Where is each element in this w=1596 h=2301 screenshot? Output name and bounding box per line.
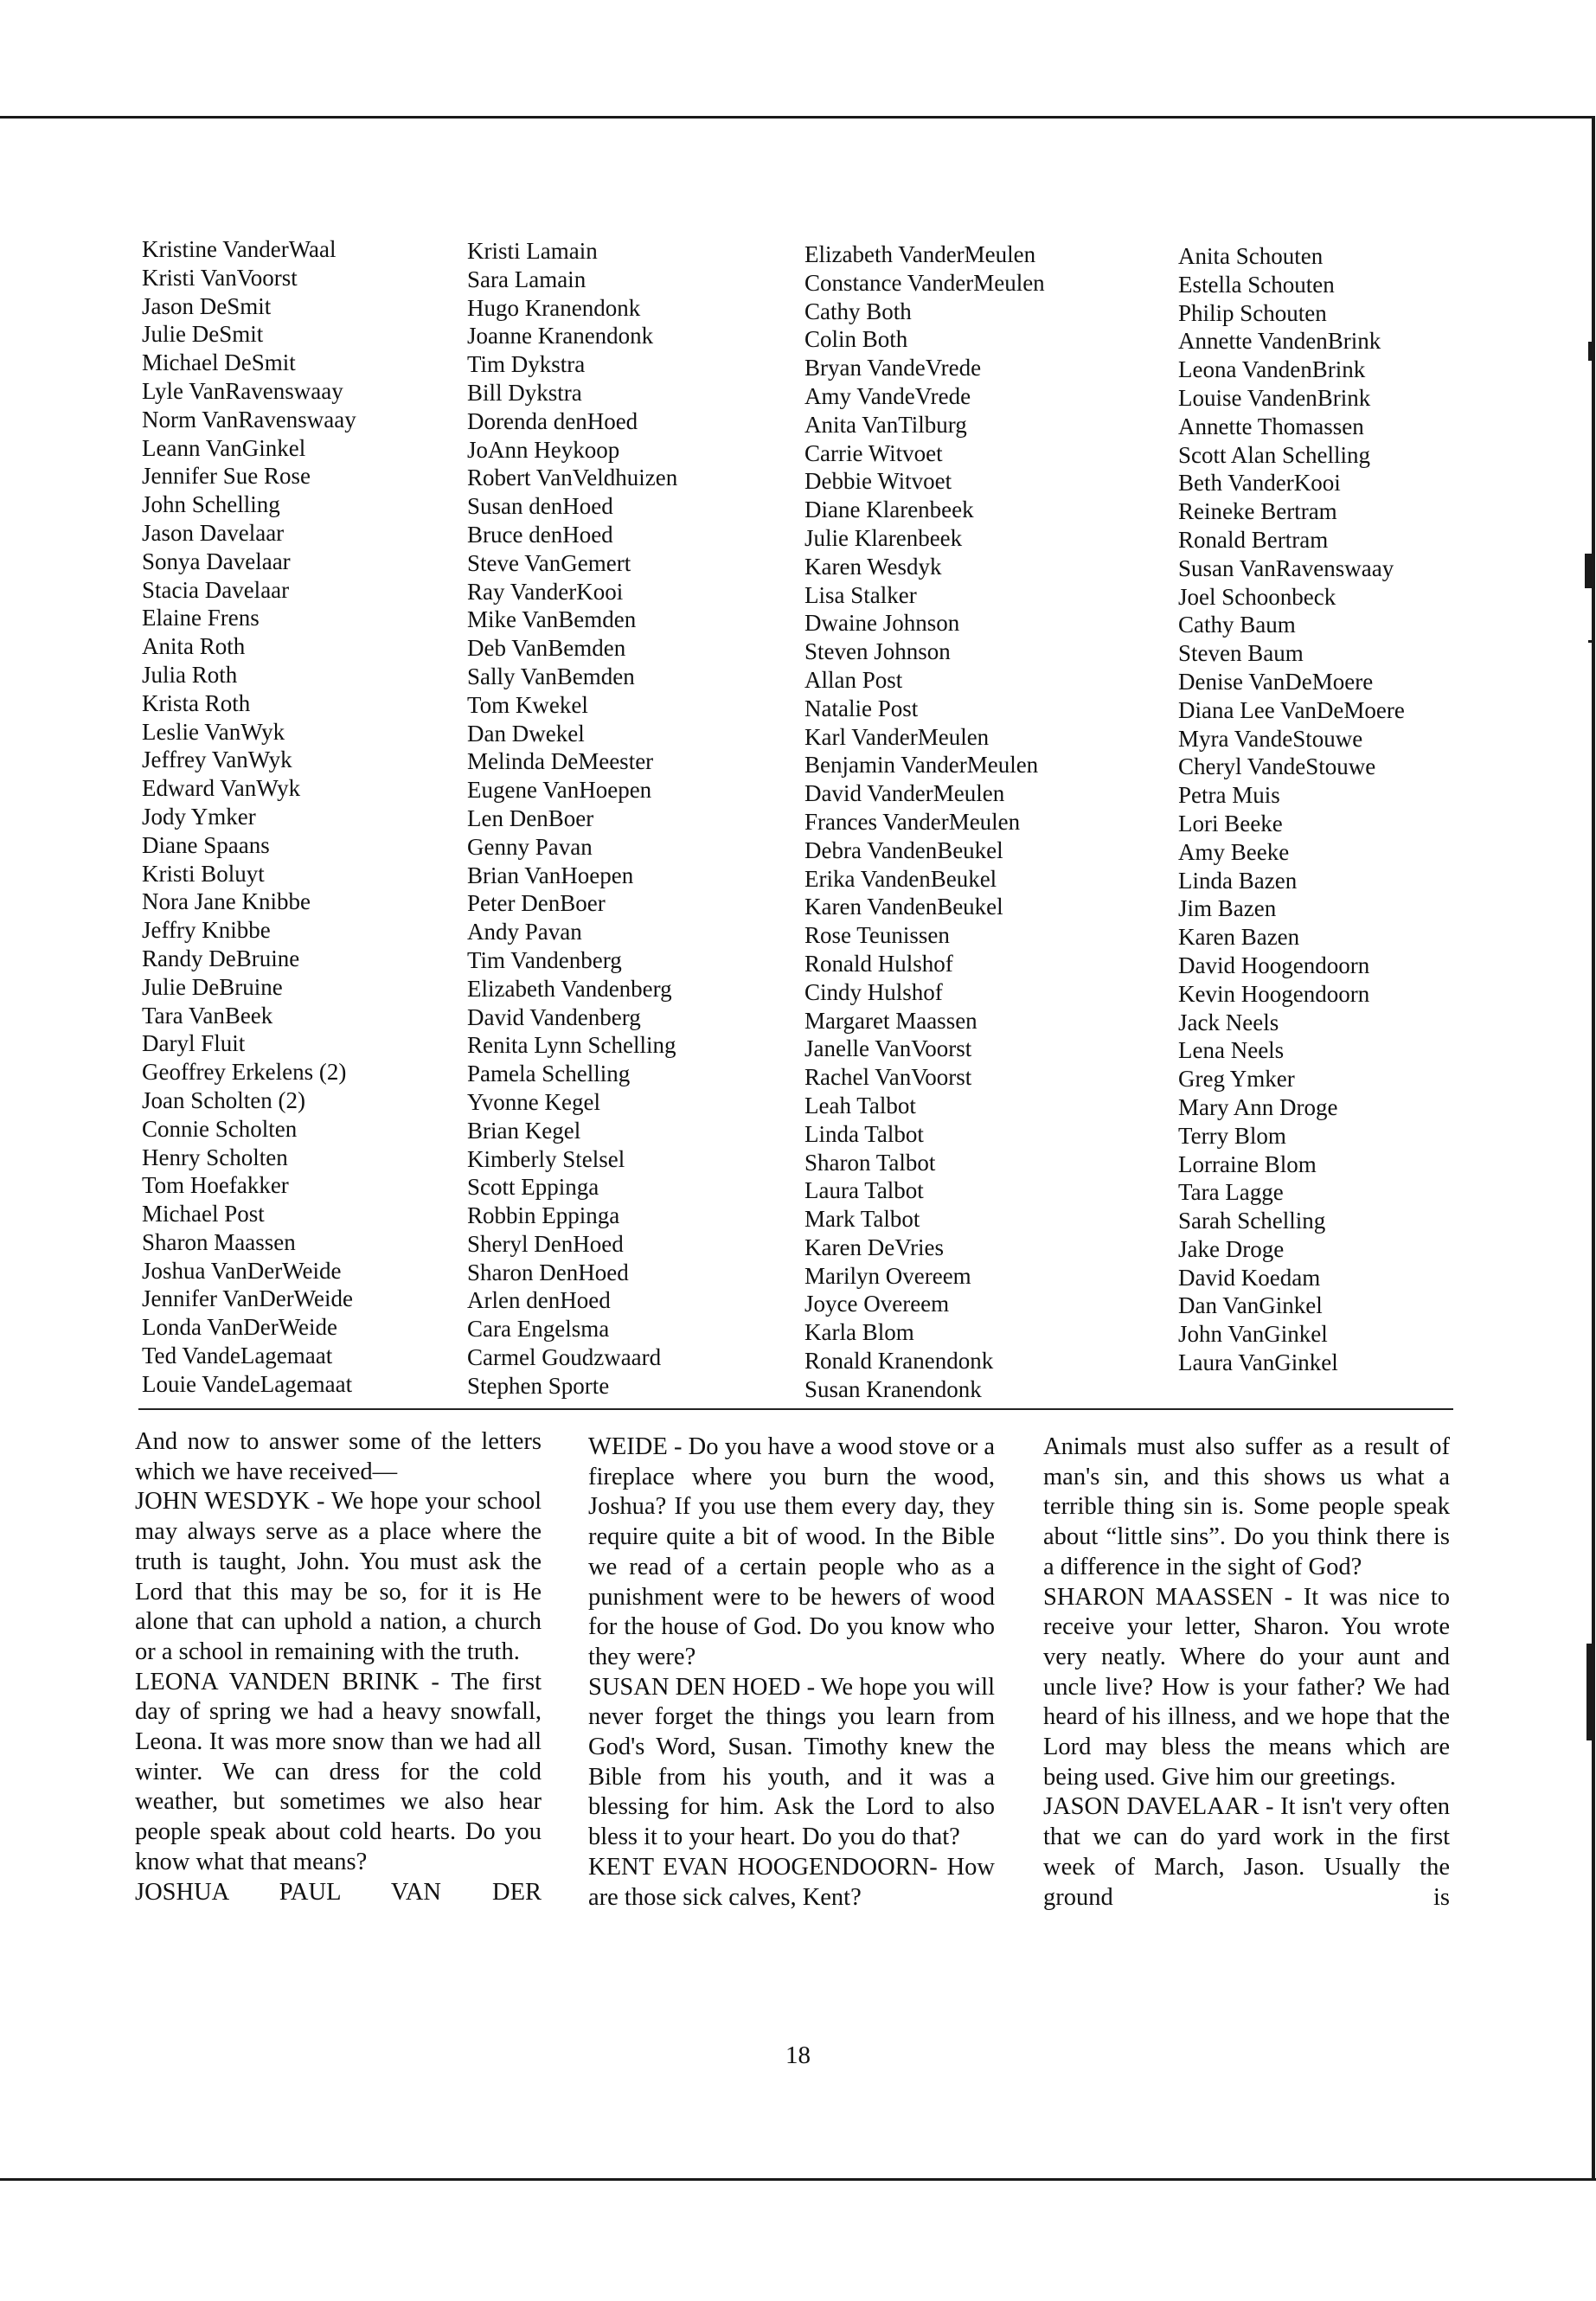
letters-paragraph: LEONA VANDEN BRINK - The first day of spring we had a heavy snowfall, Leona. It was more snow than we had all winter. We can dress for the cold weather, but sometimes we also hear people speak about cold hearts. Do you know what that means? <box>135 1668 542 1875</box>
name-list-item: Denise VanDeMoere <box>1178 668 1374 695</box>
name-list-item: David Vandenberg <box>467 1003 641 1030</box>
name-list-item: Joshua VanDerWeide <box>142 1257 342 1284</box>
name-list-item: Peter DenBoer <box>467 890 606 917</box>
name-list-item: Ronald Kranendonk <box>804 1348 994 1375</box>
name-list-item: Andy Pavan <box>467 919 582 945</box>
name-list-item: John VanGinkel <box>1178 1321 1328 1348</box>
name-list-item: Philip Schouten <box>1178 299 1327 326</box>
name-list-item: Lena Neels <box>1178 1037 1285 1064</box>
name-list-item: Leona VandenBrink <box>1178 356 1366 383</box>
name-list-item: Deb VanBemden <box>467 635 626 662</box>
name-list-item: Norm VanRavenswaay <box>142 406 356 433</box>
name-list-item: Tim Dykstra <box>467 351 586 378</box>
name-list-item: Annette Thomassen <box>1178 413 1364 439</box>
name-list-item: Mary Ann Droge <box>1178 1093 1338 1120</box>
name-list-item: Bill Dykstra <box>467 379 582 406</box>
name-list-item: Terry Blom <box>1178 1122 1286 1149</box>
names-column-2 <box>467 237 677 1400</box>
name-list-item: Henry Scholten <box>142 1144 288 1170</box>
name-list-item: Jason DeSmit <box>142 292 272 319</box>
name-list-item: Sonya Davelaar <box>142 548 291 574</box>
name-list-item: Sharon Maassen <box>142 1228 296 1255</box>
name-list-item: Kristi Lamain <box>467 238 598 264</box>
name-list-item: Julia Roth <box>142 661 238 688</box>
name-list-item: Michael Post <box>142 1201 265 1227</box>
name-list-item: Dorenda denHoed <box>467 407 638 434</box>
name-list-item: Tom Kwekel <box>467 691 588 718</box>
name-list-item: Debbie Witvoet <box>804 468 952 495</box>
name-list-item: Sally VanBemden <box>467 663 635 689</box>
letters-paragraph: Animals must also suffer as a result of man's sin, and this shows us what a terrible thing sin is. Some people speak about “little sins”. Do you think there is a difference in the sight of God? <box>1043 1433 1450 1580</box>
name-list-item: Kevin Hoogendoorn <box>1178 980 1370 1007</box>
bottom-border-line <box>0 2178 1596 2181</box>
name-list-item: Susan denHoed <box>467 493 613 520</box>
scan-edge-mark <box>1588 640 1592 643</box>
name-list-item: Debra VandenBeukel <box>804 836 1003 863</box>
name-list-item: Sara Lamain <box>467 266 586 292</box>
name-list-item: Beth VanderKooi <box>1178 470 1341 497</box>
name-list-item: Susan VanRavenswaay <box>1178 554 1394 581</box>
name-list-item: Bruce denHoed <box>467 521 613 548</box>
name-list-item: Tim Vandenberg <box>467 946 622 973</box>
name-list-item: Robert VanVeldhuizen <box>467 465 678 491</box>
name-list-item: Ted VandeLagemaat <box>142 1343 333 1369</box>
name-list-item: Karl VanderMeulen <box>804 723 990 750</box>
name-list-item: Tara VanBeek <box>142 1002 273 1029</box>
name-list-item: Anita Roth <box>142 633 246 660</box>
name-list-item: Ray VanderKooi <box>467 578 624 605</box>
name-list-item: Diane Spaans <box>142 831 270 858</box>
name-list-item: Natalie Post <box>804 695 919 721</box>
section-divider <box>138 1408 1453 1410</box>
name-list-item: Laura Talbot <box>804 1177 924 1204</box>
name-list-item: Jake Droge <box>1178 1235 1285 1262</box>
name-list-item: Allan Post <box>804 666 903 693</box>
name-list-item: Renita Lynn Schelling <box>467 1032 676 1059</box>
name-list-item: Julie DeBruine <box>142 973 283 1000</box>
name-list-item: Linda Bazen <box>1178 867 1298 894</box>
name-list-item: Cara Engelsma <box>467 1316 610 1343</box>
name-list-item: Margaret Maassen <box>804 1007 977 1034</box>
name-list-item: David Koedam <box>1178 1264 1321 1291</box>
name-list-item: Edward VanWyk <box>142 775 301 802</box>
name-list-item: Kristi Boluyt <box>142 860 265 887</box>
name-list-item: Annette VandenBrink <box>1178 328 1381 355</box>
scan-edge-mark <box>1588 342 1592 361</box>
name-list-item: Lori Beeke <box>1178 810 1283 836</box>
name-list-item: Arlen denHoed <box>467 1287 611 1314</box>
name-list-item: Colin Both <box>804 326 908 353</box>
letters-column-1 <box>135 1427 542 1907</box>
name-list-item: Stacia Davelaar <box>142 576 290 603</box>
name-list-item: Elaine Frens <box>142 605 260 631</box>
name-list-item: Jeffry Knibbe <box>142 917 271 944</box>
name-list-item: Laura VanGinkel <box>1178 1349 1338 1376</box>
name-list-item: Jennifer Sue Rose <box>142 463 311 490</box>
name-list-item: Nora Jane Knibbe <box>142 888 311 915</box>
name-list-item: Lorraine Blom <box>1178 1150 1317 1177</box>
name-list-item: Jennifer VanDerWeide <box>142 1285 353 1312</box>
name-list-item: Stephen Sporte <box>467 1372 610 1399</box>
name-list-item: Tom Hoefakker <box>142 1172 289 1199</box>
name-list-item: Scott Eppinga <box>467 1174 599 1201</box>
name-list-item: Mark Talbot <box>804 1206 920 1233</box>
top-border-line <box>0 116 1593 119</box>
name-list-item: Cheryl VandeStouwe <box>1178 753 1376 780</box>
name-list-item: Carrie Witvoet <box>804 439 943 466</box>
name-list-item: Myra VandeStouwe <box>1178 725 1363 752</box>
right-border-line <box>1592 116 1595 2180</box>
name-list-item: Melinda DeMeester <box>467 748 654 775</box>
name-list-item: Susan Kranendonk <box>804 1375 982 1402</box>
letters-column-2 <box>588 1433 995 1913</box>
name-list-item: JoAnn Heykoop <box>467 436 620 463</box>
name-list-item: Louise VandenBrink <box>1178 384 1371 411</box>
name-list-item: Sharon DenHoed <box>467 1259 629 1285</box>
name-list-item: Lyle VanRavenswaay <box>142 377 343 404</box>
name-list-item: Joan Scholten (2) <box>142 1086 305 1113</box>
letters-paragraph: SHARON MAASSEN - It was nice to receive your letter, Sharon. You wrote very neatly. Where do your aunt and uncle live? How is your father? We had heard of his illness, and we hope that the Lord may bless the means which are being used. Give him our greetings. <box>1043 1583 1450 1791</box>
letters-paragraph: JASON DAVELAAR - It isn't very often that we can do yard work in the first week of March, Jason. Usually the ground is <box>1043 1793 1450 1911</box>
names-column-3 <box>804 240 1045 1404</box>
name-list-item: Mike VanBemden <box>467 606 637 633</box>
name-list-item: Jody Ymker <box>142 803 256 830</box>
name-list-item: Petra Muis <box>1178 782 1280 809</box>
name-list-item: Bryan VandeVrede <box>804 355 982 381</box>
name-list-item: Carmel Goudzwaard <box>467 1344 662 1371</box>
name-list-item: Sarah Schelling <box>1178 1208 1326 1234</box>
name-list-item: Pamela Schelling <box>467 1061 631 1087</box>
name-list-item: Hugo Kranendonk <box>467 294 641 321</box>
name-list-item: Jeffrey VanWyk <box>142 747 292 773</box>
name-list-item: John Schelling <box>142 491 280 518</box>
name-list-item: Daryl Fluit <box>142 1030 246 1057</box>
name-list-item: Ronald Bertram <box>1178 526 1329 553</box>
name-list-item: Greg Ymker <box>1178 1066 1295 1093</box>
name-list-item: Amy Beeke <box>1178 838 1290 865</box>
name-list-item: Rose Teunissen <box>804 922 950 949</box>
names-column-1 <box>142 235 356 1399</box>
name-list-item: Reineke Bertram <box>1178 498 1337 525</box>
name-list-item: Constance VanderMeulen <box>804 269 1045 296</box>
name-list-item: Anita Schouten <box>1178 243 1324 269</box>
name-list-item: Joanne Kranendonk <box>467 323 654 349</box>
name-list-item: Diane Klarenbeek <box>804 497 974 523</box>
name-list-item: Len DenBoer <box>467 804 594 831</box>
name-list-item: Brian VanHoepen <box>467 862 634 888</box>
name-list-item: Cindy Hulshof <box>804 978 943 1005</box>
name-list-item: Karla Blom <box>804 1319 914 1346</box>
name-list-item: Sheryl DenHoed <box>467 1230 624 1257</box>
name-list-item: Michael DeSmit <box>142 349 296 376</box>
name-list-item: Steven Johnson <box>804 638 951 665</box>
name-list-item: Connie Scholten <box>142 1115 298 1142</box>
name-list-item: Tara Lagge <box>1178 1179 1284 1206</box>
letters-paragraph: And now to answer some of the letters which we have received— <box>135 1428 542 1485</box>
name-list-item: Kristine VanderWaal <box>142 236 337 262</box>
name-list-item: Anita VanTilburg <box>804 411 967 438</box>
name-list-item: Ronald Hulshof <box>804 950 953 977</box>
name-list-item: Randy DeBruine <box>142 945 300 971</box>
name-list-item: Leann VanGinkel <box>142 434 306 461</box>
name-list-item: Karen DeVries <box>804 1234 945 1260</box>
name-list-item: Dwaine Johnson <box>804 610 960 637</box>
page-number: 18 <box>785 2041 811 2069</box>
name-list-item: Louie VandeLagemaat <box>142 1370 353 1397</box>
name-list-item: Dan Dwekel <box>467 720 585 747</box>
name-list-item: Steven Baum <box>1178 640 1304 667</box>
name-list-item: Marilyn Overeem <box>804 1262 971 1289</box>
name-list-item: Eugene VanHoepen <box>467 777 652 804</box>
name-list-item: Karen VandenBeukel <box>804 894 1003 920</box>
name-list-item: Jack Neels <box>1178 1009 1279 1035</box>
name-list-item: Dan VanGinkel <box>1178 1292 1323 1319</box>
name-list-item: Julie Klarenbeek <box>804 524 963 551</box>
name-list-item: Amy VandeVrede <box>804 382 971 409</box>
name-list-item: Cathy Both <box>804 298 912 324</box>
name-list-item: Geoffrey Erkelens (2) <box>142 1059 347 1086</box>
name-list-item: Frances VanderMeulen <box>804 808 1021 835</box>
name-list-item: Cathy Baum <box>1178 612 1296 638</box>
name-list-item: Kristi VanVoorst <box>142 264 298 291</box>
name-list-item: Benjamin VanderMeulen <box>804 752 1039 779</box>
name-list-item: Joel Schoonbeck <box>1178 583 1336 610</box>
letters-paragraph: KENT EVAN HOOGENDOORN- How are those sick calves, Kent? <box>588 1853 995 1911</box>
name-list-item: Karen Bazen <box>1178 924 1300 951</box>
scan-edge-mark <box>1586 1644 1592 1740</box>
name-list-item: Joyce Overeem <box>804 1291 950 1317</box>
name-list-item: Julie DeSmit <box>142 321 264 348</box>
name-list-item: Kimberly Stelsel <box>467 1145 625 1172</box>
scan-edge-mark <box>1585 554 1592 588</box>
name-list-item: Leslie VanWyk <box>142 718 285 745</box>
name-list-item: Krista Roth <box>142 689 251 716</box>
name-list-item: Janelle VanVoorst <box>804 1035 972 1062</box>
name-list-item: Estella Schouten <box>1178 271 1335 298</box>
name-list-item: Erika VandenBeukel <box>804 865 997 892</box>
name-list-item: Linda Talbot <box>804 1120 924 1147</box>
name-list-item: Yvonne Kegel <box>467 1088 600 1115</box>
name-list-item: David Hoogendoorn <box>1178 952 1370 978</box>
name-list-item: Scott Alan Schelling <box>1178 441 1370 468</box>
name-list-item: Leah Talbot <box>804 1092 916 1118</box>
name-list-item: Rachel VanVoorst <box>804 1064 972 1091</box>
name-list-item: David VanderMeulen <box>804 780 1005 807</box>
name-list-item: Londa VanDerWeide <box>142 1314 337 1341</box>
name-list-item: Diana Lee VanDeMoere <box>1178 696 1405 723</box>
name-list-item: Lisa Stalker <box>804 581 917 608</box>
name-list-item: Robbin Eppinga <box>467 1202 620 1229</box>
name-list-item: Elizabeth Vandenberg <box>467 975 672 1002</box>
names-column-4 <box>1178 242 1405 1377</box>
letters-paragraph: SUSAN DEN HOED - We hope you will never forget the things you learn from God's Word, Susan. Timothy knew the Bible from his youth, and it was a blessing for him. Ask the Lord to also bless it to your heart. Do you do that? <box>588 1673 995 1851</box>
name-list-item: Brian Kegel <box>467 1117 581 1144</box>
letters-column-3 <box>1043 1433 1450 1913</box>
name-list-item: Steve VanGemert <box>467 549 631 576</box>
letters-paragraph: JOHN WESDYK - We hope your school may always serve as a place where the truth is taught, John. You must ask the Lord that this may be so, for it is He alone that can uphold a nation, a church or a school in remaining with the truth. <box>135 1488 542 1665</box>
name-list-item: Jim Bazen <box>1178 895 1277 922</box>
name-list-item: Elizabeth VanderMeulen <box>804 241 1036 267</box>
name-list-item: Sharon Talbot <box>804 1149 936 1176</box>
letters-paragraph: WEIDE - Do you have a wood stove or a fireplace where you burn the wood, Joshua? If you use them every day, they require quite a bit of wood. In the Bible we read of a certain people who as a punishment were to be hewers of wood for the house of God. Do you know who they were? <box>588 1433 995 1670</box>
name-list-item: Genny Pavan <box>467 833 593 860</box>
name-list-item: Karen Wesdyk <box>804 553 942 580</box>
letters-paragraph: JOSHUA PAUL VAN DER <box>135 1878 542 1906</box>
name-list-item: Jason Davelaar <box>142 519 285 546</box>
